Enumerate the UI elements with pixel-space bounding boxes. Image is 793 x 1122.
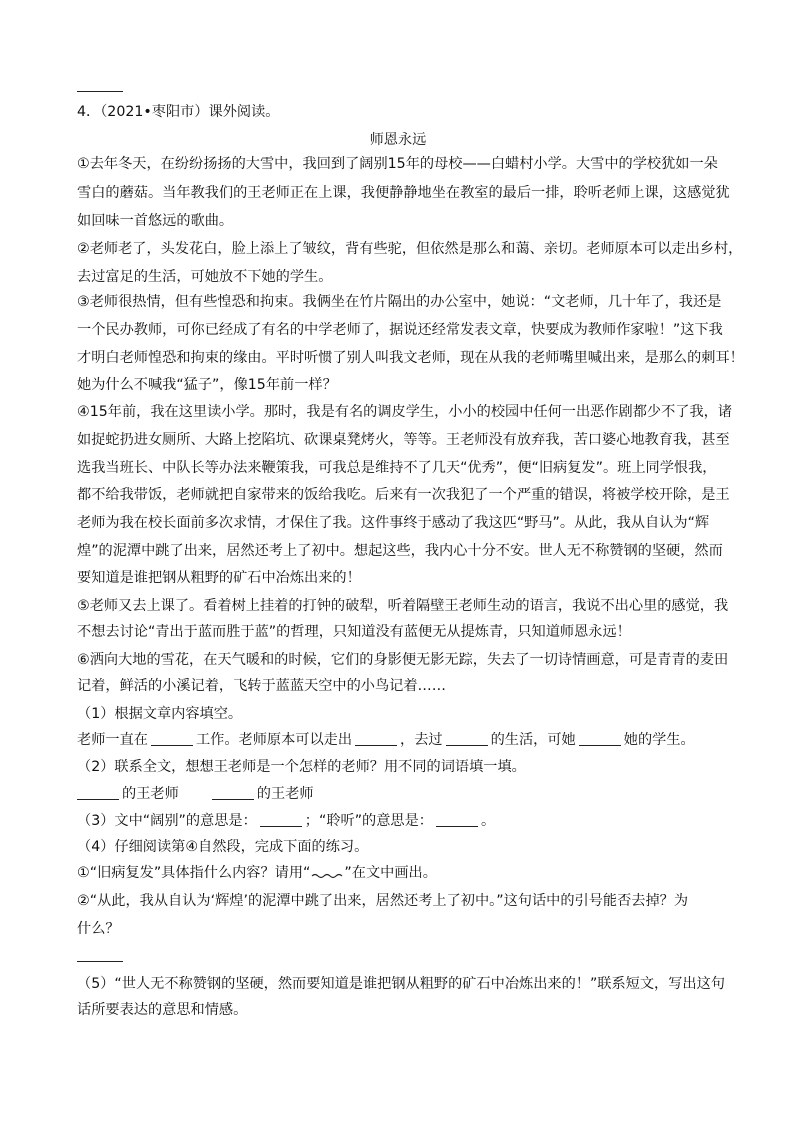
passage-p4-line7: 要知道是谁把钢从粗野的矿石中冶炼出来的！ [77, 570, 361, 586]
answer-blank[interactable] [446, 731, 488, 746]
answer-blank[interactable] [355, 731, 397, 746]
wavy-underline-icon [310, 865, 344, 879]
answer-blank[interactable] [151, 731, 193, 746]
question-1-label: （1）根据文章内容填空。 [77, 706, 243, 722]
question-4-1: ①“旧病复发”具体指什么内容？请用“ ”在文中画出。 [77, 865, 437, 881]
answer-blank[interactable] [579, 731, 621, 746]
answer-line-bottom [77, 961, 123, 962]
passage-p1-line2: 雪白的蘑菇。当年教我们的王老师正在上课，我便静静地坐在教室的最后一排，聆听老师上课，这感觉犹 [77, 185, 730, 201]
passage-p6-line1: ⑥洒向大地的雪花，在天气暖和的时候，它们的身影便无影无踪，失去了一切诗情画意，可是青青的麦田 [77, 652, 729, 668]
passage-p4-line6: 煌”的泥潭中跳了出来，居然还考上了初中。想起这些，我内心十分不安。世人无不称赞钢的坚硬，然而 [77, 543, 723, 559]
passage-p5-line1: ⑤老师又去上课了。看着树上挂着的打钟的破犁，听着隔壁王老师生动的语言，我说不出心里的感觉，我 [77, 598, 729, 614]
question-2-fill: 的王老师 的王老师 [77, 784, 719, 804]
answer-blank[interactable] [77, 785, 119, 800]
question-5-line1: （5）“世人无不称赞钢的坚硬，然而要知道是谁把钢从粗野的矿石中冶炼出来的！”联系短文，写出这句 [77, 976, 725, 992]
passage-p4-line4: 都不给我带饭，老师就把自家带来的饭给我吃。后来有一次我犯了一个严重的错误，将被学校开除，是王 [77, 487, 730, 503]
question-5-line2: 话所要表达的意思和情感。 [77, 1002, 248, 1018]
question-1-fill: 老师一直在 工作。老师原本可以走出 ，去过 的生活，可她 她的学生。 [77, 732, 695, 748]
passage-p2-line1: ②老师老了，头发花白，脸上添上了皱纹，背有些驼，但依然是那么和蔼、亲切。老师原本可以走出乡村， [77, 241, 743, 257]
passage-p4-line5: 老师为我在校长面前多次求情，才保住了我。这件事终于感动了我这匹“野马”。从此，我从自认为“辉 [77, 515, 710, 531]
question-4-label: （4）仔细阅读第④自然段，完成下面的练习。 [77, 839, 369, 855]
question-4-2-line1: ②“从此，我从自认为‘辉煌’的泥潭中跳了出来，居然还考上了初中。”这句话中的引号能否去掉？为 [77, 893, 689, 909]
question-2-label: （2）联系全文，想想王老师是一个怎样的老师？用不同的词语填一填。 [77, 759, 526, 775]
answer-blank[interactable] [212, 785, 254, 800]
answer-line-top [77, 91, 123, 92]
passage-p4-line3: 选我当班长、中队长等办法来鞭策我，可我总是维持不了几天“优秀”，便“旧病复发”。班上同学恨我， [77, 460, 717, 476]
answer-blank[interactable] [436, 812, 478, 827]
passage-p5-line2: 不想去讨论“青出于蓝而胜于蓝”的哲理，只知道没有蓝便无从提炼青，只知道师恩永远！ [77, 624, 631, 640]
passage-p6-line2: 记着，鲜活的小溪记着，飞转于蓝蓝天空中的小鸟记着…… [77, 678, 446, 694]
passage-p3-line3: 才明白老师惶恐和拘束的缘由。平时听惯了别人叫我文老师，现在从我的老师嘴里喊出来，是那么的刺耳！ [77, 350, 744, 366]
passage-p1-line1: ①去年冬天，在纷纷扬扬的大雪中，我回到了阔别15年的母校——白蜡村小学。大雪中的学校犹如一朵 [77, 156, 718, 172]
passage-p1-line3: 如回味一首悠远的歌曲。 [77, 213, 234, 229]
answer-blank[interactable] [260, 812, 302, 827]
passage-p3-line1: ③老师很热情，但有些惶恐和拘束。我俩坐在竹片隔出的办公室中，她说：“文老师，几十年了，我还是 [77, 294, 722, 310]
question-header: 4．（2021•枣阳市）课外阅读。 [77, 104, 280, 120]
passage-p4-line2: 如捉蛇扔进女厕所、大路上挖陷坑、砍课桌凳烤火，等等。王老师没有放弃我，苦口婆心地教育我，甚至 [77, 432, 730, 448]
passage-p4-line1: ④15年前，我在这里读小学。那时，我是有名的调皮学生，小小的校园中任何一出恶作剧都少不了我，诸 [77, 404, 733, 420]
passage-p3-line4: 她为什么不喊我“猛子”，像15年前一样？ [77, 377, 337, 393]
passage-title: 师恩永远 [369, 132, 427, 148]
passage-p3-line2: 一个民办教师，可你已经成了有名的中学老师了，据说还经常发表文章，快要成为教师作家啦！”这下我 [77, 322, 723, 338]
passage-p2-line2: 去过富足的生活，可她放不下她的学生。 [77, 269, 333, 285]
question-3: （3）文中“阔别”的意思是： ；“聆听”的意思是： 。 [77, 813, 496, 829]
question-4-2-line2: 什么？ [77, 921, 120, 937]
